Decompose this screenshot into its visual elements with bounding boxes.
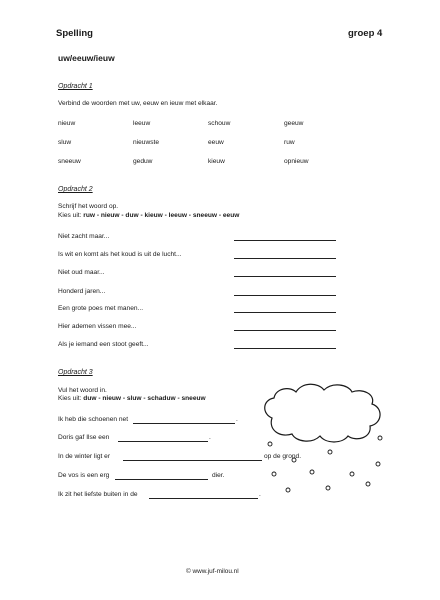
snowflake xyxy=(376,462,380,466)
footer-credit: © www.juf-milou.nl xyxy=(186,568,239,575)
word-cell: eeuw xyxy=(208,139,224,146)
word-cell: schouw xyxy=(208,120,231,127)
answer-line[interactable] xyxy=(234,295,336,296)
word-cell: geeuw xyxy=(284,120,304,127)
question-item: Hier ademen vissen mee... xyxy=(58,323,137,330)
exercise-3-instruction: Vul het woord in. xyxy=(58,387,107,394)
word-cell: leeuw xyxy=(133,120,151,127)
snowflake xyxy=(268,442,272,446)
snowflake xyxy=(292,458,296,462)
question-item: Niet zacht maar... xyxy=(58,233,110,240)
snowflake xyxy=(366,482,370,486)
fill-sentence-start: Doris gaf Ilse een xyxy=(58,434,110,441)
answer-line[interactable] xyxy=(234,258,336,259)
snowflake xyxy=(310,470,314,474)
fill-sentence-end: op de grond. xyxy=(264,453,302,460)
word-cell: sluw xyxy=(58,139,72,146)
fill-line[interactable] xyxy=(123,460,262,461)
word-cell: opnieuw xyxy=(284,158,309,165)
exercise-2-choices: Kies uit: ruw - nieuw - duw - kieuw - leeuw - sneeuw - eeuw xyxy=(58,212,240,219)
answer-line[interactable] xyxy=(234,312,336,313)
question-item: Niet oud maar... xyxy=(58,269,105,276)
snowflake xyxy=(326,486,330,490)
exercise-3-title: Opdracht 3 xyxy=(58,369,93,376)
snowflakes xyxy=(268,436,382,492)
page-title: Spelling xyxy=(56,28,93,39)
snow-cloud-icon xyxy=(258,380,398,500)
word-cell: sneeuw xyxy=(58,158,81,165)
exercise-1-instruction: Verbind de woorden met uw, eeuw en ieuw met elkaar. xyxy=(58,100,218,107)
word-cell: nieuw xyxy=(58,120,76,127)
fill-line[interactable] xyxy=(149,498,258,499)
fill-sentence-end: . xyxy=(236,416,238,423)
fill-sentence-end: . xyxy=(259,491,261,498)
snowflake xyxy=(272,472,276,476)
cloud-outline xyxy=(265,384,380,442)
question-item: Als je iemand een stoot geeft... xyxy=(58,341,149,348)
exercise-1-title: Opdracht 1 xyxy=(58,83,93,90)
topic-title: uw/eeuw/ieuw xyxy=(58,53,115,63)
word-cell: kieuw xyxy=(208,158,225,165)
question-item: Honderd jaren... xyxy=(58,288,106,295)
word-cell: nieuwste xyxy=(133,139,160,146)
fill-sentence-start: De vos is een erg xyxy=(58,472,110,479)
exercise-2-instruction: Schrijf het woord op. xyxy=(58,203,119,210)
answer-line[interactable] xyxy=(234,330,336,331)
fill-sentence-end: . xyxy=(209,434,211,441)
exercise-3-choices: Kies uit: duw - nieuw - sluw - schaduw - sneeuw xyxy=(58,395,206,402)
snowflake xyxy=(350,472,354,476)
fill-sentence-start: Ik heb die schoenen net xyxy=(58,416,129,423)
fill-sentence-start: Ik zit het liefste buiten in de xyxy=(58,491,138,498)
answer-line[interactable] xyxy=(234,348,336,349)
fill-line[interactable] xyxy=(115,479,208,480)
word-cell: geduw xyxy=(133,158,153,165)
snowflake xyxy=(286,488,290,492)
group-label: groep 4 xyxy=(348,28,383,39)
snowflake xyxy=(378,436,382,440)
question-item: Een grote poes met manen... xyxy=(58,305,144,312)
fill-line[interactable] xyxy=(118,441,208,442)
answer-line[interactable] xyxy=(234,240,336,241)
answer-line[interactable] xyxy=(234,276,336,277)
fill-line[interactable] xyxy=(133,423,235,424)
question-item: Is wit en komt als het koud is uit de lucht... xyxy=(58,251,182,258)
exercise-2-title: Opdracht 2 xyxy=(58,186,93,193)
fill-sentence-start: In de winter ligt er xyxy=(58,453,111,460)
snowflake xyxy=(328,450,332,454)
word-cell: ruw xyxy=(284,139,295,146)
fill-sentence-end: dier. xyxy=(212,472,225,479)
